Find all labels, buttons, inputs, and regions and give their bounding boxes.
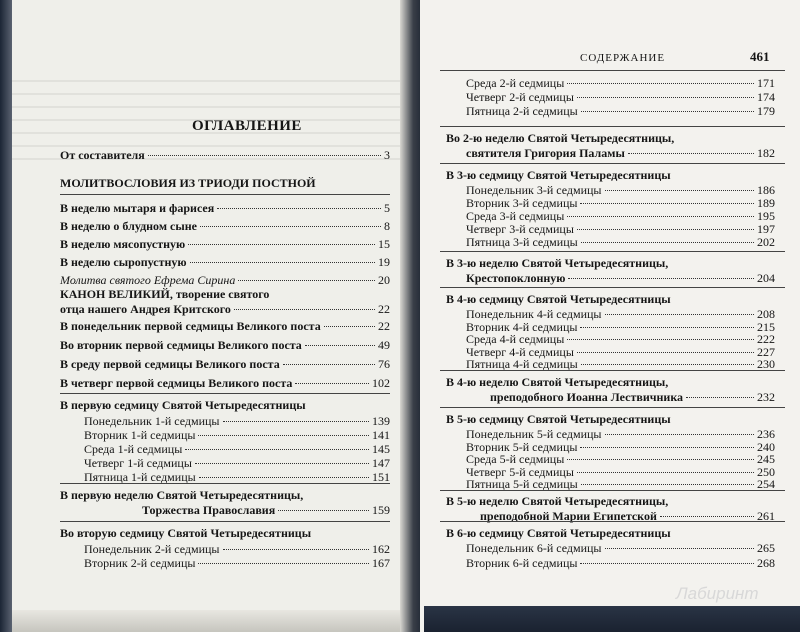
- entry-label: Пятница 4-й седмицы: [466, 357, 578, 371]
- week2-day: [466, 90, 775, 105]
- week2-day: [466, 76, 775, 91]
- week2-day: [466, 104, 775, 119]
- canon-heading-line1: КАНОН ВЕЛИКИЙ, творение святого: [60, 287, 270, 301]
- entry-label: Понедельник 6-й седмицы: [466, 541, 602, 555]
- entry-page: 197: [757, 222, 775, 236]
- entry-page: 151: [372, 470, 390, 484]
- week3-day: [466, 235, 775, 250]
- entry-page: 141: [372, 428, 390, 442]
- week3-heading: В 3-ю седмицу Святой Четыредесятницы: [446, 168, 671, 182]
- entry-page: 15: [378, 237, 390, 251]
- entry-label: Во вторник первой седмицы Великого поста: [60, 338, 302, 352]
- entry-page: 222: [757, 332, 775, 346]
- toc-entry: [60, 201, 390, 216]
- week1-day: [84, 414, 390, 429]
- entry-label: Понедельник 3-й седмицы: [466, 183, 602, 197]
- entry-label: Пятница 2-й седмицы: [466, 104, 578, 118]
- entry-label: Четверг 5-й седмицы: [466, 464, 574, 479]
- week6-heading: В 6-ю седмицу Святой Четыредесятницы: [446, 526, 671, 540]
- entry-page: 22: [378, 319, 390, 333]
- entry-page: 22: [378, 302, 390, 316]
- entry-label: Вторник 2-й седмицы: [84, 556, 196, 570]
- entry-page: 174: [757, 90, 775, 104]
- book-cover-edge: [0, 0, 12, 632]
- divider: [60, 521, 390, 522]
- entry-page: 250: [757, 464, 775, 479]
- entry-label: Понедельник 5-й седмицы: [466, 427, 602, 441]
- divider: [440, 370, 785, 371]
- entry-label: Четверг 2-й седмицы: [466, 90, 574, 104]
- entry-page: 227: [757, 344, 775, 359]
- entry-label: Четверг 3-й седмицы: [466, 222, 574, 236]
- entry-label: В понедельник первой седмицы Великого поста: [60, 319, 321, 333]
- sunday5-line1: В 5-ю неделю Святой Четыредесятницы,: [446, 494, 669, 508]
- entry-label: Среда 3-й седмицы: [466, 209, 565, 223]
- entry-label: преподобного Иоанна Лествичника: [490, 390, 684, 404]
- entry-label: Среда 1-й седмицы: [84, 442, 183, 456]
- entry-page: 171: [757, 76, 775, 90]
- toc-entry: [60, 255, 390, 270]
- entry-page: 195: [757, 209, 775, 223]
- left-page: [12, 0, 412, 632]
- sunday2-line1: Во 2-ю неделю Святой Четыредесятницы,: [446, 131, 675, 145]
- entry-page: 232: [757, 390, 775, 404]
- running-head: СОДЕРЖАНИЕ: [580, 52, 666, 64]
- canon-heading-line2: [60, 302, 390, 317]
- week1-day: [84, 442, 390, 457]
- entry-page: 240: [757, 439, 775, 454]
- page-bottom-edge: [12, 610, 408, 632]
- entry-label: Вторник 1-й седмицы: [84, 428, 196, 442]
- entry-label: Среда 2-й седмицы: [466, 76, 565, 90]
- entry-page: 186: [757, 183, 775, 197]
- divider: [440, 521, 785, 522]
- entry-page: 8: [384, 219, 390, 233]
- entry-label: Вторник 4-й седмицы: [466, 319, 578, 334]
- watermark-logo: Лабиринт: [676, 584, 759, 603]
- entry-page: 147: [372, 456, 390, 470]
- entry-label: Четверг 4-й седмицы: [466, 344, 574, 359]
- canon-entry: [60, 357, 390, 372]
- divider: [60, 194, 390, 195]
- toc-title: ОГЛАВЛЕНИЕ: [192, 118, 302, 134]
- divider: [440, 126, 785, 127]
- entry-page: 202: [757, 235, 775, 249]
- entry-label: Вторник 3-й седмицы: [466, 196, 578, 210]
- section-heading: МОЛИТВОСЛОВИЯ ИЗ ТРИОДИ ПОСТНОЙ: [60, 176, 316, 190]
- week6-day: [466, 556, 775, 571]
- entry-label: От составителя: [60, 148, 145, 162]
- entry-page: 261: [757, 509, 775, 523]
- entry-label: Понедельник 2-й седмицы: [84, 542, 220, 556]
- entry-label: Крестопоклонную: [466, 271, 566, 285]
- entry-page: 102: [372, 376, 390, 390]
- entry-label: В неделю сыропустную: [60, 255, 187, 269]
- sunday1-line2: [142, 503, 390, 518]
- entry-page: 254: [757, 477, 775, 491]
- entry-page: 3: [384, 148, 390, 162]
- week1-heading: В первую седмицу Святой Четыредесятницы: [60, 398, 306, 412]
- entry-label: В неделю о блудном сыне: [60, 219, 197, 233]
- divider: [440, 163, 785, 164]
- divider: [60, 393, 390, 394]
- sunday3-line1: В 3-ю неделю Святой Четыредесятницы,: [446, 256, 669, 270]
- entry-label: отца нашего Андрея Критского: [60, 302, 231, 316]
- toc-entry: [60, 273, 390, 288]
- week6-day: [466, 541, 775, 556]
- entry-page: 76: [378, 357, 390, 371]
- entry-page: 215: [757, 319, 775, 334]
- divider: [440, 251, 785, 252]
- entry-label: Молитва святого Ефрема Сирина: [60, 273, 236, 287]
- sunday1-line1: В первую неделю Святой Четыредесятницы,: [60, 488, 304, 502]
- page-number: 461: [750, 49, 770, 64]
- entry-label: преподобной Марии Египетской: [480, 509, 657, 523]
- sunday4-line2: [490, 390, 775, 405]
- entry-page: 159: [372, 503, 390, 517]
- sunday3-line2: [466, 271, 775, 286]
- entry-label: В неделю мясопустную: [60, 237, 186, 251]
- entry-page: 49: [378, 338, 390, 352]
- entry-label: Вторник 6-й седмицы: [466, 556, 578, 570]
- canon-entry: [60, 319, 390, 334]
- week2-day: [84, 542, 390, 557]
- entry-label: В неделю мытаря и фарисея: [60, 201, 215, 215]
- sunday4-line1: В 4-ю неделю Святой Четыредесятницы,: [446, 375, 669, 389]
- entry-page: 245: [757, 452, 775, 466]
- entry-page: 236: [757, 427, 775, 441]
- entry-label: Среда 4-й седмицы: [466, 332, 565, 346]
- entry-page: 20: [378, 273, 390, 287]
- entry-label: Четверг 1-й седмицы: [84, 456, 192, 470]
- entry-label: Пятница 1-й седмицы: [84, 470, 196, 484]
- entry-page: 230: [757, 357, 775, 371]
- toc-entry-from-compiler: [60, 148, 390, 163]
- week1-day: [84, 456, 390, 471]
- entry-page: 268: [757, 556, 775, 570]
- entry-label: святителя Григория Паламы: [466, 146, 625, 160]
- toc-entry: [60, 237, 390, 252]
- entry-page: 189: [757, 196, 775, 210]
- entry-label: Пятница 5-й седмицы: [466, 477, 578, 491]
- entry-page: 167: [372, 556, 390, 570]
- divider: [440, 407, 785, 408]
- entry-page: 145: [372, 442, 390, 456]
- canon-entry: [60, 338, 390, 353]
- entry-page: 265: [757, 541, 775, 555]
- week4-heading: В 4-ю седмицу Святой Четыредесятницы: [446, 292, 671, 306]
- entry-label: Торжества Православия: [142, 503, 276, 517]
- entry-page: 19: [378, 255, 390, 269]
- header-rule: [440, 70, 785, 71]
- entry-page: 182: [757, 146, 775, 160]
- divider: [440, 490, 785, 491]
- entry-page: 179: [757, 104, 775, 118]
- cover-bottom-edge: [424, 606, 800, 632]
- entry-page: 162: [372, 542, 390, 556]
- entry-page: 208: [757, 307, 775, 321]
- toc-entry: [60, 219, 390, 234]
- entry-page: 204: [757, 271, 775, 285]
- entry-label: Вторник 5-й седмицы: [466, 439, 578, 454]
- week5-heading: В 5-ю седмицу Святой Четыредесятницы: [446, 412, 671, 426]
- entry-label: Понедельник 4-й седмицы: [466, 307, 602, 321]
- entry-label: Понедельник 1-й седмицы: [84, 414, 220, 428]
- entry-label: В четверг первой седмицы Великого поста: [60, 376, 293, 390]
- entry-page: 5: [384, 201, 390, 215]
- week2-heading: Во вторую седмицу Святой Четыредесятницы: [60, 526, 312, 540]
- right-page: [420, 0, 800, 632]
- entry-label: Пятница 3-й седмицы: [466, 235, 578, 249]
- sunday2-line2: [466, 146, 775, 161]
- entry-page: 139: [372, 414, 390, 428]
- week2-day: [84, 556, 390, 571]
- divider: [440, 287, 785, 288]
- week1-day: [84, 428, 390, 443]
- entry-label: В среду первой седмицы Великого поста: [60, 357, 280, 371]
- entry-label: Среда 5-й седмицы: [466, 452, 565, 466]
- divider: [60, 483, 390, 484]
- canon-entry: [60, 376, 390, 391]
